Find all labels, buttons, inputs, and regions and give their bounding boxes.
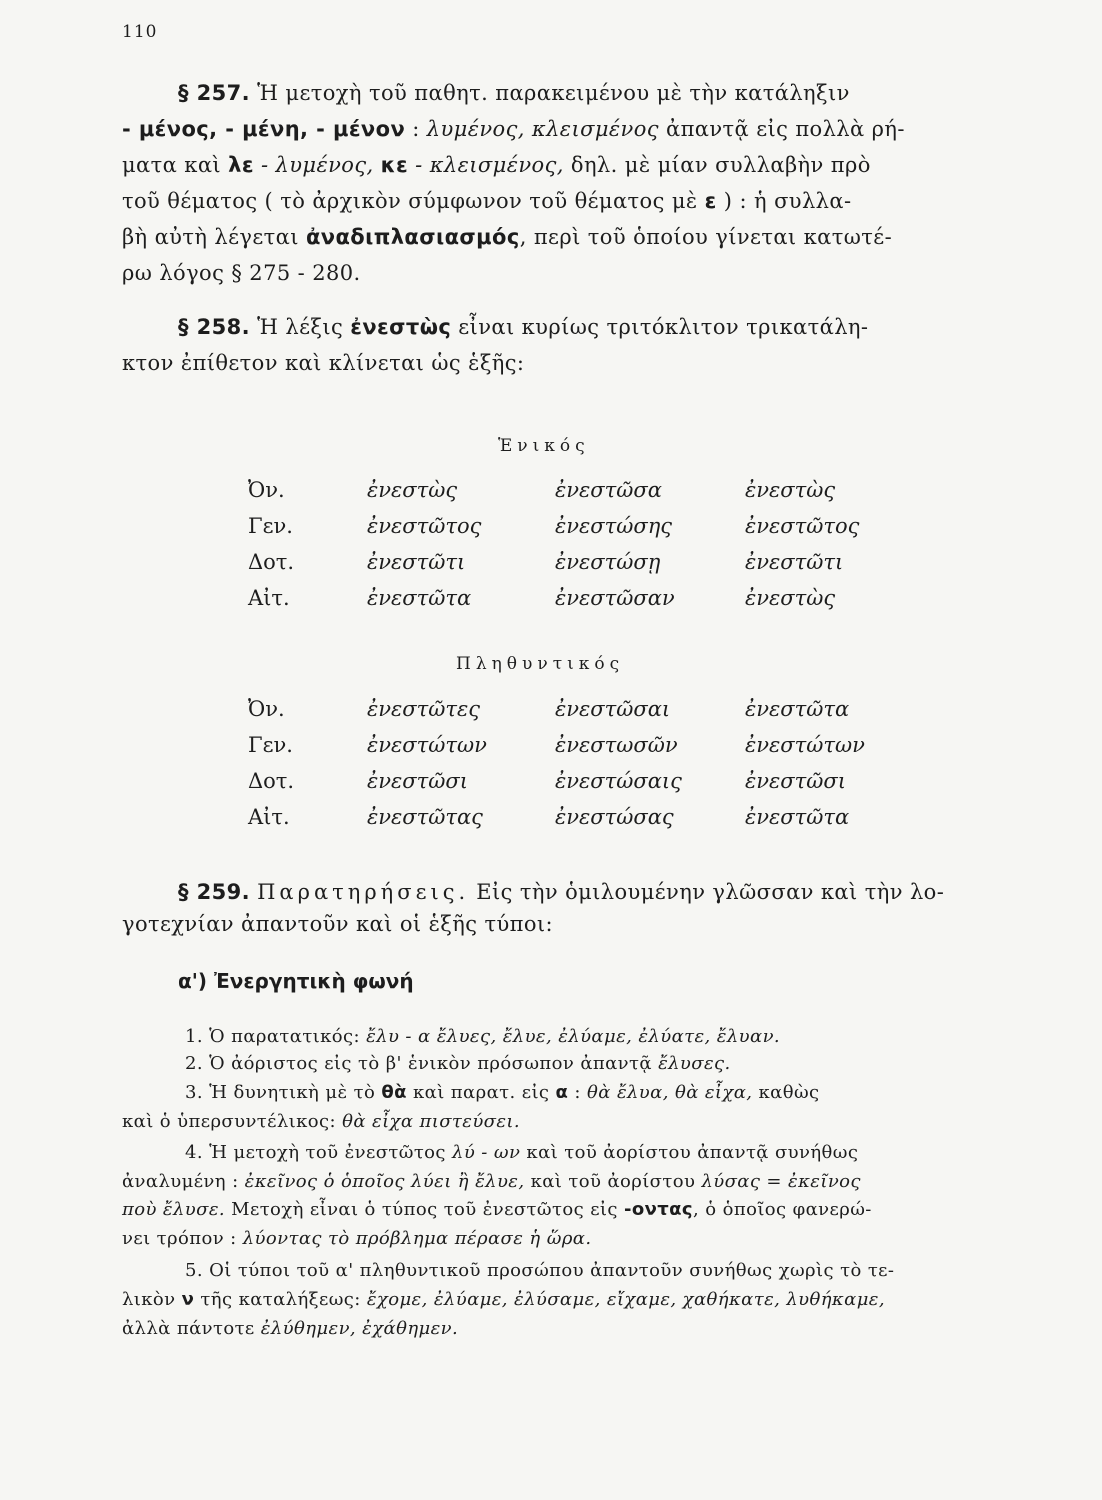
case-label: Ὀν. — [248, 697, 285, 721]
s259-line-1 — [178, 880, 944, 904]
section-title: Παρατηρήσεις. — [257, 880, 470, 904]
text: 1. Ὁ παρατατικός: — [185, 1026, 367, 1047]
text: δηλ. μὲ μίαν συλλαβὴν πρὸ — [563, 153, 871, 177]
plural-heading: Πληθυντικός — [456, 654, 625, 674]
item-4-line-2 — [122, 1171, 861, 1192]
masculine-form: ἐνεστῶτος — [367, 514, 482, 538]
text: καὶ τοῦ ἀορίστου — [524, 1171, 702, 1192]
item-4-line-3 — [122, 1199, 872, 1220]
neuter-form: ἐνεστῶτα — [745, 805, 850, 829]
item-5-line-3 — [122, 1318, 458, 1339]
example-phrase: ποὺ ἔλυσε. — [122, 1199, 226, 1220]
item-4-line-1 — [185, 1142, 858, 1163]
text: : — [405, 117, 427, 141]
text: καὶ τοῦ ἀορίστου ἀπαντᾷ συνήθως — [520, 1142, 859, 1163]
text: τῆς καταλήξεως: — [194, 1289, 367, 1310]
example-phrase: λύσας = ἐκεῖνος — [701, 1171, 861, 1192]
masculine-form: ἐνεστώτων — [367, 733, 487, 757]
text: 4. Ἡ μετοχὴ τοῦ ἐνεστῶτος — [185, 1142, 453, 1163]
neuter-form: ἐνεστῶτος — [745, 514, 860, 538]
text: βὴ αὐτὴ λέγεται — [122, 225, 306, 249]
example-phrase: ἐκεῖνος ὁ ὁποῖος λύει ἢ ἔλυε, — [244, 1171, 525, 1192]
text: Μετοχὴ εἶναι ὁ τύπος τοῦ ἐνεστῶτος εἰς — [225, 1199, 624, 1220]
neuter-form: ἐνεστώτων — [745, 733, 865, 757]
item-3-line-1 — [185, 1082, 820, 1103]
item-3-line-2 — [122, 1111, 520, 1132]
neuter-form: ἐνεστῶσι — [745, 769, 846, 793]
case-label: Δοτ. — [248, 550, 295, 574]
case-label: Δοτ. — [248, 769, 295, 793]
term: ἀναδιπλασιασμός — [305, 225, 520, 249]
item-2 — [185, 1053, 731, 1074]
neuter-form: ἐνεστὼς — [745, 478, 836, 502]
term: ἐνεστὼς — [350, 315, 452, 339]
text: : — [568, 1082, 588, 1103]
neuter-form: ἐνεστῶτι — [745, 550, 844, 574]
case-label: Γεν. — [248, 514, 293, 538]
item-5-line-2 — [122, 1289, 885, 1310]
prefix: κε — [380, 153, 409, 177]
text: 2. Ὁ ἀόριστος εἰς τὸ β' ἑνικὸν πρόσωπον ἀπαντᾷ — [185, 1053, 659, 1074]
example-form: - λυμένος, — [253, 153, 381, 177]
text: καθὼς — [752, 1082, 820, 1103]
feminine-form: ἐνεστώσης — [555, 514, 673, 538]
text: Εἰς τὴν ὁμιλουμένην γλῶσσαν καὶ τὴν λο- — [469, 880, 945, 904]
text: ἀλλὰ πάντοτε — [122, 1318, 261, 1339]
case-label: Γεν. — [248, 733, 293, 757]
text: , περὶ τοῦ ὁποίου γίνεται κατωτέ- — [519, 225, 893, 249]
example-sentence: λύοντας τὸ πρόβλημα πέρασε ἡ ὥρα. — [242, 1228, 592, 1249]
example-form: θὰ εἶχα πιστεύσει. — [342, 1111, 520, 1132]
feminine-form: ἐνεστώσῃ — [555, 550, 661, 574]
feminine-form: ἐνεστώσαις — [555, 769, 682, 793]
example-forms: ἔλυ - α ἔλυες, ἔλυε, ἐλύαμε, ἐλύατε, ἔλυαν. — [366, 1026, 781, 1047]
example-forms: λυμένος, κλεισμένος — [426, 117, 659, 141]
neuter-form: ἐνεστῶτα — [745, 697, 850, 721]
item-1 — [185, 1026, 780, 1047]
text: λικὸν — [122, 1289, 182, 1310]
letter: α — [555, 1082, 569, 1103]
text: ἀναλυμένη : — [122, 1171, 245, 1192]
masculine-form: ἐνεστῶτι — [367, 550, 466, 574]
masculine-form: ἐνεστῶτα — [367, 586, 472, 610]
masculine-form: ἐνεστῶτες — [367, 697, 481, 721]
text: ἀπαντᾷ εἰς πολλὰ ρή- — [658, 117, 905, 141]
feminine-form: ἐνεστῶσα — [555, 478, 662, 502]
text: εἶναι κυρίως τριτόκλιτον τρικατάλη- — [451, 315, 869, 339]
ending: -οντας — [623, 1199, 694, 1220]
s258-line-2: κτον ἐπίθετον καὶ κλίνεται ὡς ἑξῆς: — [122, 351, 525, 375]
s257-line-4 — [122, 189, 851, 213]
text: τοῦ θέματος ( τὸ ἀρχικὸν σύμφωνον τοῦ θέματος μὲ — [122, 189, 705, 213]
s257-line-3 — [122, 153, 871, 177]
example-forms: θὰ ἔλυα, θὰ εἶχα, — [587, 1082, 753, 1103]
letter: ν — [181, 1289, 195, 1310]
example-form: - κλεισμένος, — [408, 153, 564, 177]
feminine-form: ἐνεστῶσαι — [555, 697, 671, 721]
masculine-form: ἐνεστῶσι — [367, 769, 468, 793]
item-5-line-1: 5. Οἱ τύποι τοῦ α' πληθυντικοῦ προσώπου ἀπαντοῦν συνήθως χωρὶς τὸ τε- — [185, 1260, 895, 1281]
text: ματα καὶ — [122, 153, 229, 177]
text: καὶ ὁ ὑπερσυντέλικος: — [122, 1111, 343, 1132]
s259-line-2: γοτεχνίαν ἀπαντοῦν καὶ οἱ ἑξῆς τύποι: — [122, 912, 553, 936]
feminine-form: ἐνεστῶσαν — [555, 586, 675, 610]
s257-line-6: ρω λόγος § 275 - 280. — [122, 261, 361, 285]
feminine-form: ἐνεστωσῶν — [555, 733, 678, 757]
s257-line-2 — [122, 117, 905, 141]
s257-line-1 — [178, 81, 850, 105]
text: 3. Ἡ δυνητικὴ μὲ τὸ — [185, 1082, 382, 1103]
neuter-form: ἐνεστὼς — [745, 586, 836, 610]
case-label: Αἰτ. — [248, 805, 290, 829]
example-form: λύ - ων — [452, 1142, 521, 1163]
masculine-form: ἐνεστὼς — [367, 478, 458, 502]
item-4-line-4 — [122, 1228, 591, 1249]
text: ) : ἡ συλλα- — [716, 189, 852, 213]
section-number: § 257. — [178, 81, 251, 105]
case-label: Ὀν. — [248, 478, 285, 502]
case-label: Αἰτ. — [248, 586, 290, 610]
particle: θὰ — [381, 1082, 407, 1103]
example-forms: ἐλύθημεν, ἐχάθημεν. — [260, 1318, 459, 1339]
prefix: λε — [228, 153, 254, 177]
masculine-form: ἐνεστῶτας — [367, 805, 483, 829]
page-number: 110 — [122, 22, 158, 42]
feminine-form: ἐνεστώσας — [555, 805, 674, 829]
subsection-heading: α') Ἐνεργητικὴ φωνή — [178, 969, 414, 993]
text: Ἡ μετοχὴ τοῦ παθητ. παρακειμένου μὲ τὴν κατάληξιν — [257, 81, 850, 105]
section-number: § 258. — [178, 315, 251, 339]
singular-heading: Ἑνικός — [498, 436, 590, 456]
text: Ἡ λέξις — [257, 315, 351, 339]
s258-line-1 — [178, 315, 868, 339]
s257-line-5 — [122, 225, 892, 249]
text: καὶ παρατ. εἰς — [406, 1082, 556, 1103]
text: νει τρόπον : — [122, 1228, 243, 1249]
letter: ε — [704, 189, 717, 213]
text: , ὁ ὁποῖος φανερώ- — [693, 1199, 872, 1220]
example-forms: ἔχομε, ἐλύαμε, ἐλύσαμε, εἴχαμε, χαθήκατε, λυθήκαμε, — [366, 1289, 885, 1310]
ending-forms: - μένος, - μένη, - μένον — [122, 117, 406, 141]
section-number: § 259. — [178, 880, 251, 904]
example-form: ἔλυσες. — [658, 1053, 731, 1074]
